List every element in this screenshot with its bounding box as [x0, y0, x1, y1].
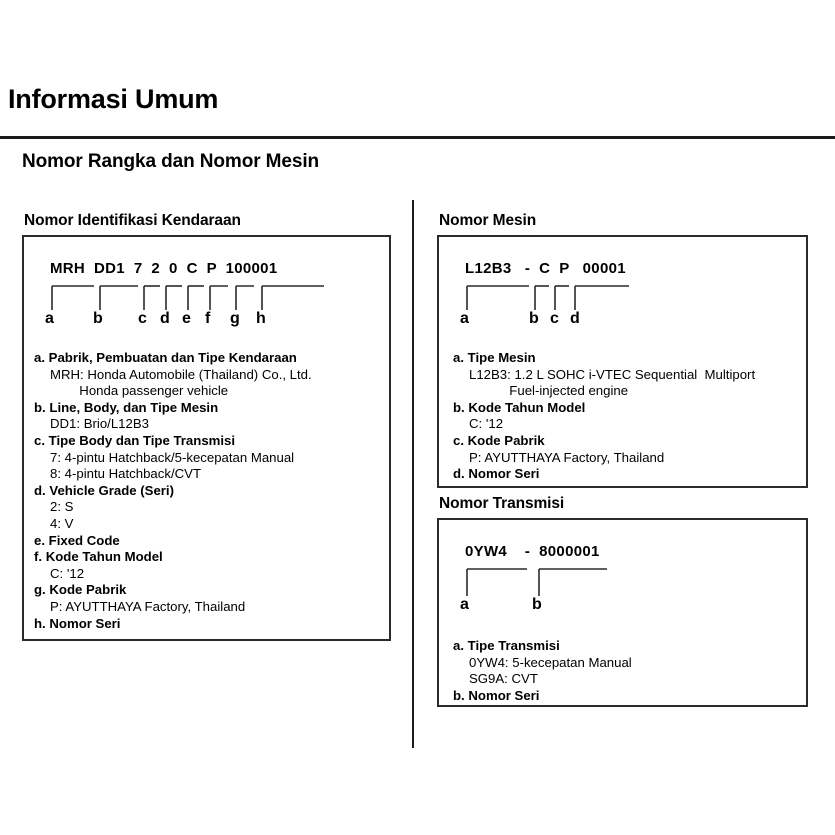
vin-entry-sub: 7: 4-pintu Hatchback/5-kecepatan Manual	[50, 449, 295, 465]
page-title: Informasi Umum	[8, 84, 219, 114]
transmission-code-sample: 0YW4 - 8000001	[465, 543, 600, 560]
vin-entry-head: a. Pabrik, Pembuatan dan Tipe Kendaraan	[34, 350, 297, 365]
engine-entry-head: a. Tipe Mesin	[453, 350, 536, 365]
engine-leader-lines	[439, 237, 810, 347]
vin-entry-sub: 8: 4-pintu Hatchback/CVT	[50, 466, 201, 482]
vin-leader-lines	[24, 237, 393, 347]
vin-entry-head: d. Vehicle Grade (Seri)	[34, 482, 174, 498]
vin-entry-sub: P: AYUTTHAYA Factory, Thailand	[50, 598, 246, 614]
vin-heading: Nomor Identifikasi Kendaraan	[24, 212, 241, 229]
vin-diagram-box	[22, 235, 391, 641]
engine-entry-sub: C: '12	[469, 416, 504, 432]
transmission-entry-head: b. Nomor Seri	[453, 687, 540, 703]
engine-entry-head: c. Kode Pabrik	[453, 432, 545, 448]
vin-entry-head: f. Kode Tahun Model	[34, 549, 163, 565]
transmission-legend-list	[453, 638, 805, 704]
vin-marker-h: h	[256, 310, 266, 327]
vin-entry-head: e. Fixed Code	[34, 532, 120, 548]
transmission-marker-a: a	[460, 596, 469, 613]
engine-entry-head: d. Nomor Seri	[453, 466, 540, 482]
engine-marker-c: c	[550, 310, 559, 327]
engine-marker-d: d	[570, 310, 580, 327]
engine-marker-b: b	[529, 310, 539, 327]
vin-marker-b: b	[93, 310, 103, 327]
transmission-diagram-box	[437, 518, 808, 707]
vin-entry-sub: Honda passenger vehicle	[50, 383, 229, 399]
vin-entry-sub: C: '12	[50, 565, 85, 581]
engine-diagram-box	[437, 235, 808, 488]
engine-entry-head: b. Kode Tahun Model	[453, 399, 586, 415]
transmission-entry-sub: SG9A: CVT	[469, 671, 538, 687]
engine-legend-list	[453, 350, 805, 483]
engine-marker-a: a	[460, 310, 469, 327]
section-title: Nomor Rangka dan Nomor Mesin	[22, 151, 320, 172]
engine-entry-sub: Fuel-injected engine	[469, 383, 629, 399]
title-divider-rule	[0, 136, 835, 139]
vin-marker-e: e	[182, 310, 191, 327]
vin-entry-sub: MRH: Honda Automobile (Thailand) Co., Ltd.	[50, 366, 312, 382]
engine-entry-sub: L12B3: 1.2 L SOHC i-VTEC Sequential Multiport	[469, 366, 756, 382]
engine-code-sample: L12B3 - C P 00001	[465, 260, 626, 277]
vin-marker-d: d	[160, 310, 170, 327]
vin-entry-head: g. Kode Pabrik	[34, 582, 127, 598]
transmission-entry-head: a. Tipe Transmisi	[453, 638, 560, 653]
vin-entry-head: b. Line, Body, dan Tipe Mesin	[34, 399, 219, 415]
vin-marker-c: c	[138, 310, 147, 327]
engine-entry-sub: P: AYUTTHAYA Factory, Thailand	[469, 449, 665, 465]
column-divider	[412, 200, 414, 748]
vin-marker-g: g	[230, 310, 240, 327]
transmission-heading: Nomor Transmisi	[439, 495, 565, 512]
transmission-marker-b: b	[532, 596, 542, 613]
vin-legend-list	[34, 350, 384, 632]
engine-heading: Nomor Mesin	[439, 212, 537, 229]
vin-entry-sub: DD1: Brio/L12B3	[50, 416, 149, 432]
transmission-entry-sub: 0YW4: 5-kecepatan Manual	[469, 654, 632, 670]
vin-entry-head: c. Tipe Body dan Tipe Transmisi	[34, 432, 236, 448]
vin-entry-sub: 4: V	[50, 515, 74, 531]
vin-entry-head: h. Nomor Seri	[34, 615, 121, 631]
vin-marker-f: f	[205, 310, 211, 327]
transmission-leader-lines	[439, 520, 810, 630]
vin-entry-sub: 2: S	[50, 499, 74, 515]
vin-code-sample: MRH DD1 7 2 0 C P 100001	[50, 260, 278, 277]
vin-marker-a: a	[45, 310, 54, 327]
